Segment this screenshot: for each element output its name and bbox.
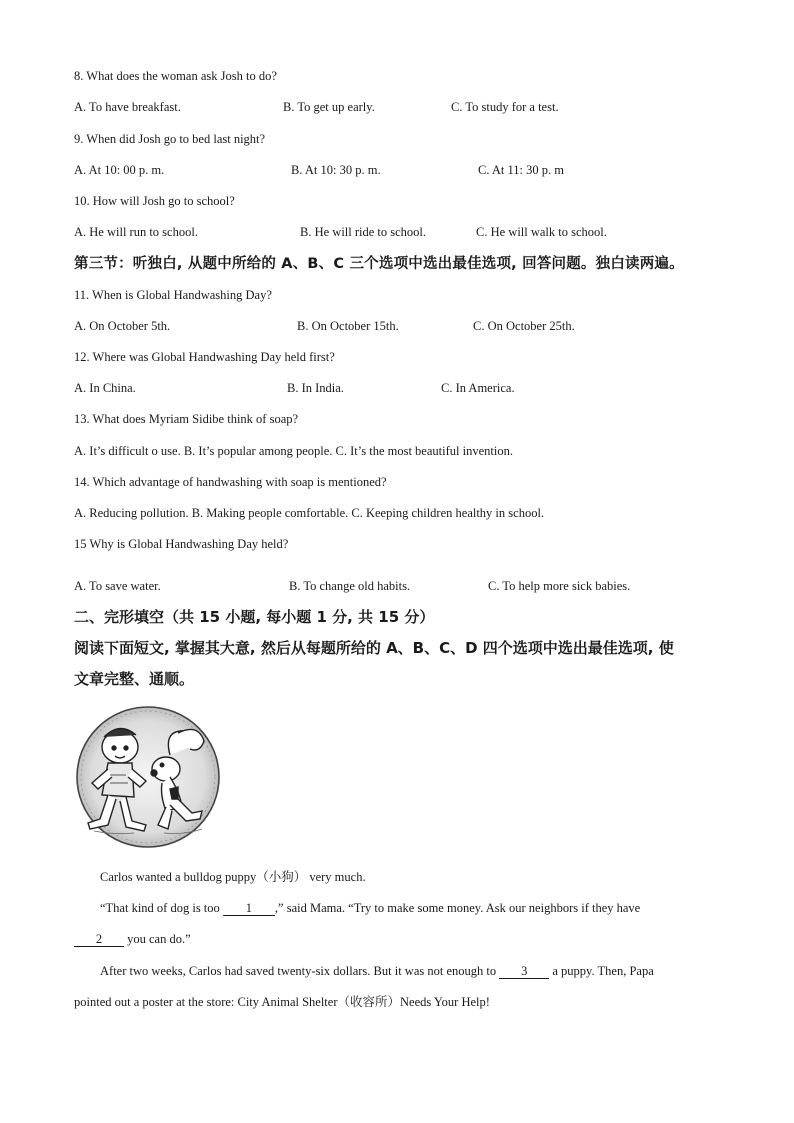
question-8-stem: 8. What does the woman ask Josh to do? [74,69,277,83]
cloze-paragraph-2-end: you can do.” [124,932,191,946]
cloze-paragraph-3-line-1 [100,963,654,979]
question-12-option-c: C. In America. [441,381,515,395]
cloze-instruction-line-2: 文章完整、通顺。 [74,670,195,688]
question-11-option-b: B. On October 15th. [297,319,399,333]
question-12-option-b: B. In India. [287,381,344,395]
question-10-option-b: B. He will ride to school. [300,225,427,239]
question-11-option-a: A. On October 5th. [74,319,171,333]
cloze-blank-3[interactable]: 3 [499,964,549,979]
cloze-paragraph-1: Carlos wanted a bulldog puppy（小狗） very much. [100,870,366,884]
question-8-option-c: C. To study for a test. [451,100,559,114]
cloze-paragraph-2-line-1 [100,900,640,916]
question-10-option-c: C. He will walk to school. [476,225,607,239]
cloze-paragraph-2-start: “That kind of dog is too [100,901,223,915]
cloze-heading: 二、完形填空（共 15 小题, 每小题 1 分, 共 15 分） [74,608,435,626]
question-15-stem: 15 Why is Global Handwashing Day held? [74,537,289,551]
cloze-paragraph-3-end: a puppy. Then, Papa [549,964,654,978]
question-9-option-b: B. At 10: 30 p. m. [291,163,381,177]
question-8-option-a: A. To have breakfast. [74,100,181,114]
cloze-paragraph-2-mid: ,” said Mama. “Try to make some money. Ask our neighbors if they have [274,901,641,915]
question-10-option-a: A. He will run to school. [74,225,198,239]
question-9-option-c: C. At 11: 30 p. m [478,163,565,177]
question-9-option-a: A. At 10: 00 p. m. [74,163,165,177]
cloze-instruction-line-1: 阅读下面短文, 掌握其大意, 然后从每题所给的 A、B、C、D 四个选项中选出最佳选项, 使 [74,639,674,657]
question-11-option-c: C. On October 25th. [473,319,575,333]
question-13-stem: 13. What does Myriam Sidibe think of soap? [74,412,299,426]
cloze-blank-2[interactable]: 2 [74,932,124,947]
question-12-stem: 12. Where was Global Handwashing Day held first? [74,350,335,364]
question-13-options: A. It’s difficult o use. B. It’s popular among people. C. It’s the most beautiful invention. [74,444,513,458]
cloze-paragraph-3-line-2: pointed out a poster at the store: City Animal Shelter（收容所）Needs Your Help! [74,995,490,1009]
question-14-stem: 14. Which advantage of handwashing with soap is mentioned? [74,475,387,489]
section-3-heading: 第三节：听独白, 从题中所给的 A、B、C 三个选项中选出最佳选项, 回答问题。独白读两遍。 [74,256,684,272]
question-10-stem: 10. How will Josh go to school? [74,194,235,208]
question-15-option-b: B. To change old habits. [289,579,411,593]
cloze-blank-1[interactable]: 1 [223,901,275,916]
boy-and-dog-illustration [74,703,222,849]
question-15-option-a: A. To save water. [74,579,161,593]
cloze-paragraph-3-start: After two weeks, Carlos had saved twenty-six dollars. But it was not enough to [100,964,500,978]
question-14-options: A. Reducing pollution. B. Making people comfortable. C. Keeping children healthy in school. [74,506,545,520]
question-15-option-c: C. To help more sick babies. [488,579,631,593]
question-11-stem: 11. When is Global Handwashing Day? [74,288,272,302]
question-8-option-b: B. To get up early. [283,100,375,114]
question-12-option-a: A. In China. [74,381,136,395]
question-9-stem: 9. When did Josh go to bed last night? [74,132,266,146]
cloze-paragraph-2-line-2 [74,931,191,947]
